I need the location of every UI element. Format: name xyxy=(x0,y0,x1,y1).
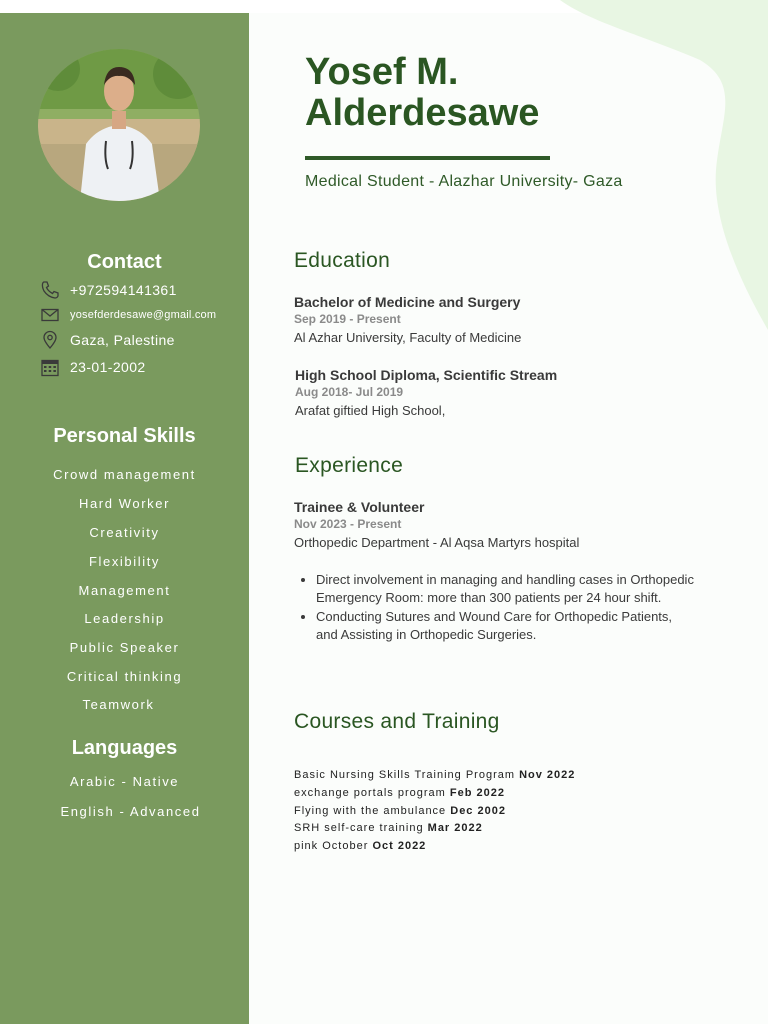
skill-item: Teamwork xyxy=(82,697,155,712)
course-name: SRH self-care training xyxy=(294,822,424,834)
personal-skills-heading: Personal Skills xyxy=(53,425,196,447)
course-date: Mar 2022 xyxy=(427,822,483,834)
skill-item: Crowd management xyxy=(53,467,196,482)
calendar-icon xyxy=(40,357,60,377)
course-name: Basic Nursing Skills Training Program xyxy=(294,769,516,781)
contact-phone xyxy=(40,279,177,301)
education-entry-place: Arafat giftied High School, xyxy=(295,403,446,418)
contact-email xyxy=(40,304,216,326)
course-date: Nov 2022 xyxy=(519,769,576,781)
skill-item: Creativity xyxy=(89,525,160,540)
courses-heading: Courses and Training xyxy=(294,710,500,733)
course-name: pink October xyxy=(294,840,369,852)
experience-dates: Nov 2023 - Present xyxy=(294,517,402,531)
name-line-1: Yosef M. xyxy=(305,51,459,93)
course-name: exchange portals program xyxy=(294,787,446,799)
education-heading: Education xyxy=(294,249,391,272)
experience-place: Orthopedic Department - Al Aqsa Martyrs hospital xyxy=(294,535,580,550)
profile-title: Medical Student - Alazhar University- Gaza xyxy=(305,173,623,190)
name-underline xyxy=(305,156,550,160)
language-item: Arabic - Native xyxy=(69,774,180,789)
location-text: Gaza, Palestine xyxy=(70,332,175,348)
course-item xyxy=(294,822,483,834)
skill-item: Critical thinking xyxy=(66,669,183,684)
education-entry-dates: Sep 2019 - Present xyxy=(294,312,401,326)
course-item xyxy=(294,840,426,852)
course-date: Feb 2022 xyxy=(449,787,505,799)
course-date: Dec 2002 xyxy=(450,805,506,817)
course-item xyxy=(294,769,575,781)
profile-photo xyxy=(38,49,200,201)
email-text: yosefderdesawe@gmail.com xyxy=(70,309,217,321)
language-item: English - Advanced xyxy=(60,804,201,819)
profile-name xyxy=(305,52,745,134)
skill-item: Public Speaker xyxy=(69,640,180,655)
experience-bullet: • Conducting Sutures and Wound Care for Orthopedic Patients, and Assisting in Orthopedic Surgeries. xyxy=(316,608,696,645)
skill-item: Leadership xyxy=(84,611,165,626)
experience-bullets xyxy=(294,571,696,644)
course-date: Oct 2022 xyxy=(372,840,427,852)
experience-bullet: • Direct involvement in managing and handling cases in Orthopedic Emergency Room: more than 300 patients per 24 hour shift. xyxy=(316,571,696,608)
education-entry-title: High School Diploma, Scientific Stream xyxy=(295,367,558,383)
birthdate-text: 23-01-2002 xyxy=(70,359,146,375)
phone-icon xyxy=(40,280,60,300)
course-name: Flying with the ambulance xyxy=(294,805,447,817)
education-entry-dates: Aug 2018- Jul 2019 xyxy=(295,385,404,399)
languages-heading: Languages xyxy=(71,737,178,759)
skill-item: Hard Worker xyxy=(78,496,171,511)
experience-heading: Experience xyxy=(295,454,404,477)
contact-heading: Contact xyxy=(87,251,162,273)
contact-location xyxy=(40,329,175,351)
course-item xyxy=(294,787,505,799)
location-pin-icon xyxy=(40,330,60,350)
course-item xyxy=(294,805,506,817)
education-entry-place: Al Azhar University, Faculty of Medicine xyxy=(294,330,522,345)
email-icon xyxy=(40,305,60,325)
contact-birthdate xyxy=(40,356,146,378)
skill-item: Management xyxy=(78,583,171,598)
name-line-2: Alderdesawe xyxy=(305,92,540,134)
skill-item: Flexibility xyxy=(88,554,161,569)
phone-text: +972594141361 xyxy=(70,282,177,298)
education-entry-title: Bachelor of Medicine and Surgery xyxy=(294,294,521,310)
experience-title: Trainee & Volunteer xyxy=(294,499,425,515)
